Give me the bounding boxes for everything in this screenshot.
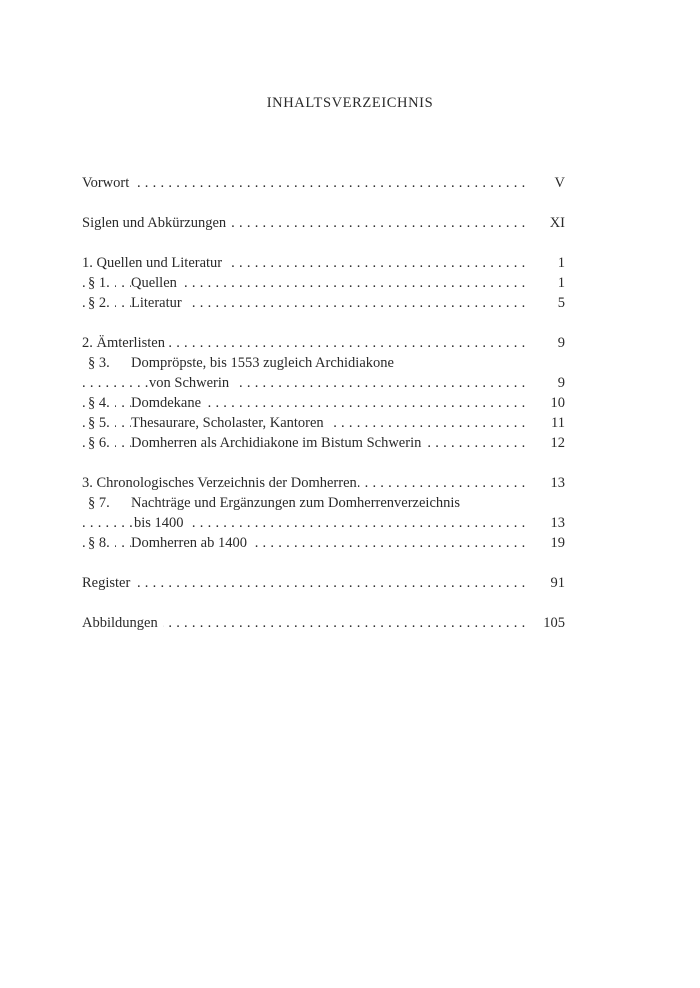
toc-entry-abbildungen[interactable] bbox=[82, 613, 565, 633]
section-number: § 7. bbox=[88, 493, 115, 513]
toc-entry-section-3[interactable] bbox=[82, 353, 565, 373]
toc-entry-chapter-2[interactable] bbox=[82, 333, 565, 353]
toc-entry-label: Register bbox=[82, 573, 135, 593]
toc-entry-label: Thesaurare, Scholaster, Kantoren bbox=[131, 413, 329, 433]
section-number: § 1. bbox=[88, 273, 115, 293]
toc-entry-label: Dompröpste, bis 1553 zugleich Archidiakone bbox=[131, 353, 399, 373]
toc-entry-label: Abbildungen bbox=[82, 613, 163, 633]
table-of-contents bbox=[82, 173, 565, 633]
toc-entry-label-continued: bis 1400 bbox=[134, 513, 189, 533]
toc-entry-label: Literatur bbox=[131, 293, 187, 313]
section-number: § 2. bbox=[88, 293, 115, 313]
toc-entry-label-continued: von Schwerin bbox=[149, 373, 234, 393]
toc-entry-section-8[interactable] bbox=[82, 533, 565, 553]
toc-entry-section-7-continued[interactable] bbox=[82, 513, 565, 533]
toc-entry-siglen[interactable] bbox=[82, 213, 565, 233]
toc-entry-section-7[interactable] bbox=[82, 493, 565, 513]
toc-entry-section-2[interactable] bbox=[82, 293, 565, 313]
section-number: § 3. bbox=[88, 353, 115, 373]
toc-entry-section-3-continued[interactable] bbox=[82, 373, 565, 393]
toc-page-number: 13 bbox=[550, 515, 565, 531]
toc-page-number: 13 bbox=[550, 475, 565, 491]
toc-entry-label: Domdekane bbox=[131, 393, 206, 413]
toc-entry-label: Quellen bbox=[131, 273, 182, 293]
toc-entry-label: Vorwort bbox=[82, 173, 134, 193]
toc-entry-register[interactable] bbox=[82, 573, 565, 593]
section-number: § 4. bbox=[88, 393, 115, 413]
toc-entry-section-5[interactable] bbox=[82, 413, 565, 433]
toc-entry-section-4[interactable] bbox=[82, 393, 565, 413]
toc-page-number: 91 bbox=[550, 575, 565, 591]
toc-page-number: 12 bbox=[550, 435, 565, 451]
toc-page-number: 105 bbox=[543, 615, 565, 631]
toc-page-number: 19 bbox=[550, 535, 565, 551]
toc-entry-chapter-1[interactable] bbox=[82, 253, 565, 273]
toc-entry-section-1[interactable] bbox=[82, 273, 565, 293]
toc-page-number: XI bbox=[549, 215, 565, 231]
toc-page-number: 5 bbox=[557, 295, 565, 311]
toc-page-number: 11 bbox=[551, 415, 565, 431]
toc-entry-label: Nachträge und Ergänzungen zum Domherrenverzeichnis bbox=[131, 493, 465, 513]
toc-entry-label: 3. Chronologisches Verzeichnis der Domherren bbox=[82, 475, 357, 491]
toc-entry-label: Domherren ab 1400 bbox=[131, 533, 252, 553]
toc-page-number: 9 bbox=[557, 335, 565, 351]
section-number: § 8. bbox=[88, 533, 115, 553]
section-number: § 5. bbox=[88, 413, 115, 433]
toc-page-number: 1 bbox=[557, 255, 565, 271]
section-number: § 6. bbox=[88, 433, 115, 453]
toc-entry-label: Siglen und Abkürzungen bbox=[82, 213, 231, 233]
toc-page-number: 1 bbox=[557, 275, 565, 291]
toc-entry-label: Domherren als Archidiakone im Bistum Schwerin bbox=[131, 433, 426, 453]
toc-page-number: 10 bbox=[550, 395, 565, 411]
leader-dots bbox=[82, 573, 527, 593]
toc-entry-vorwort[interactable] bbox=[82, 173, 565, 193]
toc-entry-chapter-3[interactable] bbox=[82, 473, 565, 493]
leader-dots bbox=[82, 173, 527, 193]
toc-page-number: V bbox=[554, 175, 565, 191]
toc-page-number: 9 bbox=[557, 375, 565, 391]
toc-entry-label: 1. Quellen und Literatur bbox=[82, 253, 227, 273]
toc-entry-label: 2. Ämterlisten bbox=[82, 335, 165, 351]
toc-entry-section-6[interactable] bbox=[82, 433, 565, 453]
page-title: INHALTSVERZEICHNIS bbox=[266, 95, 434, 111]
